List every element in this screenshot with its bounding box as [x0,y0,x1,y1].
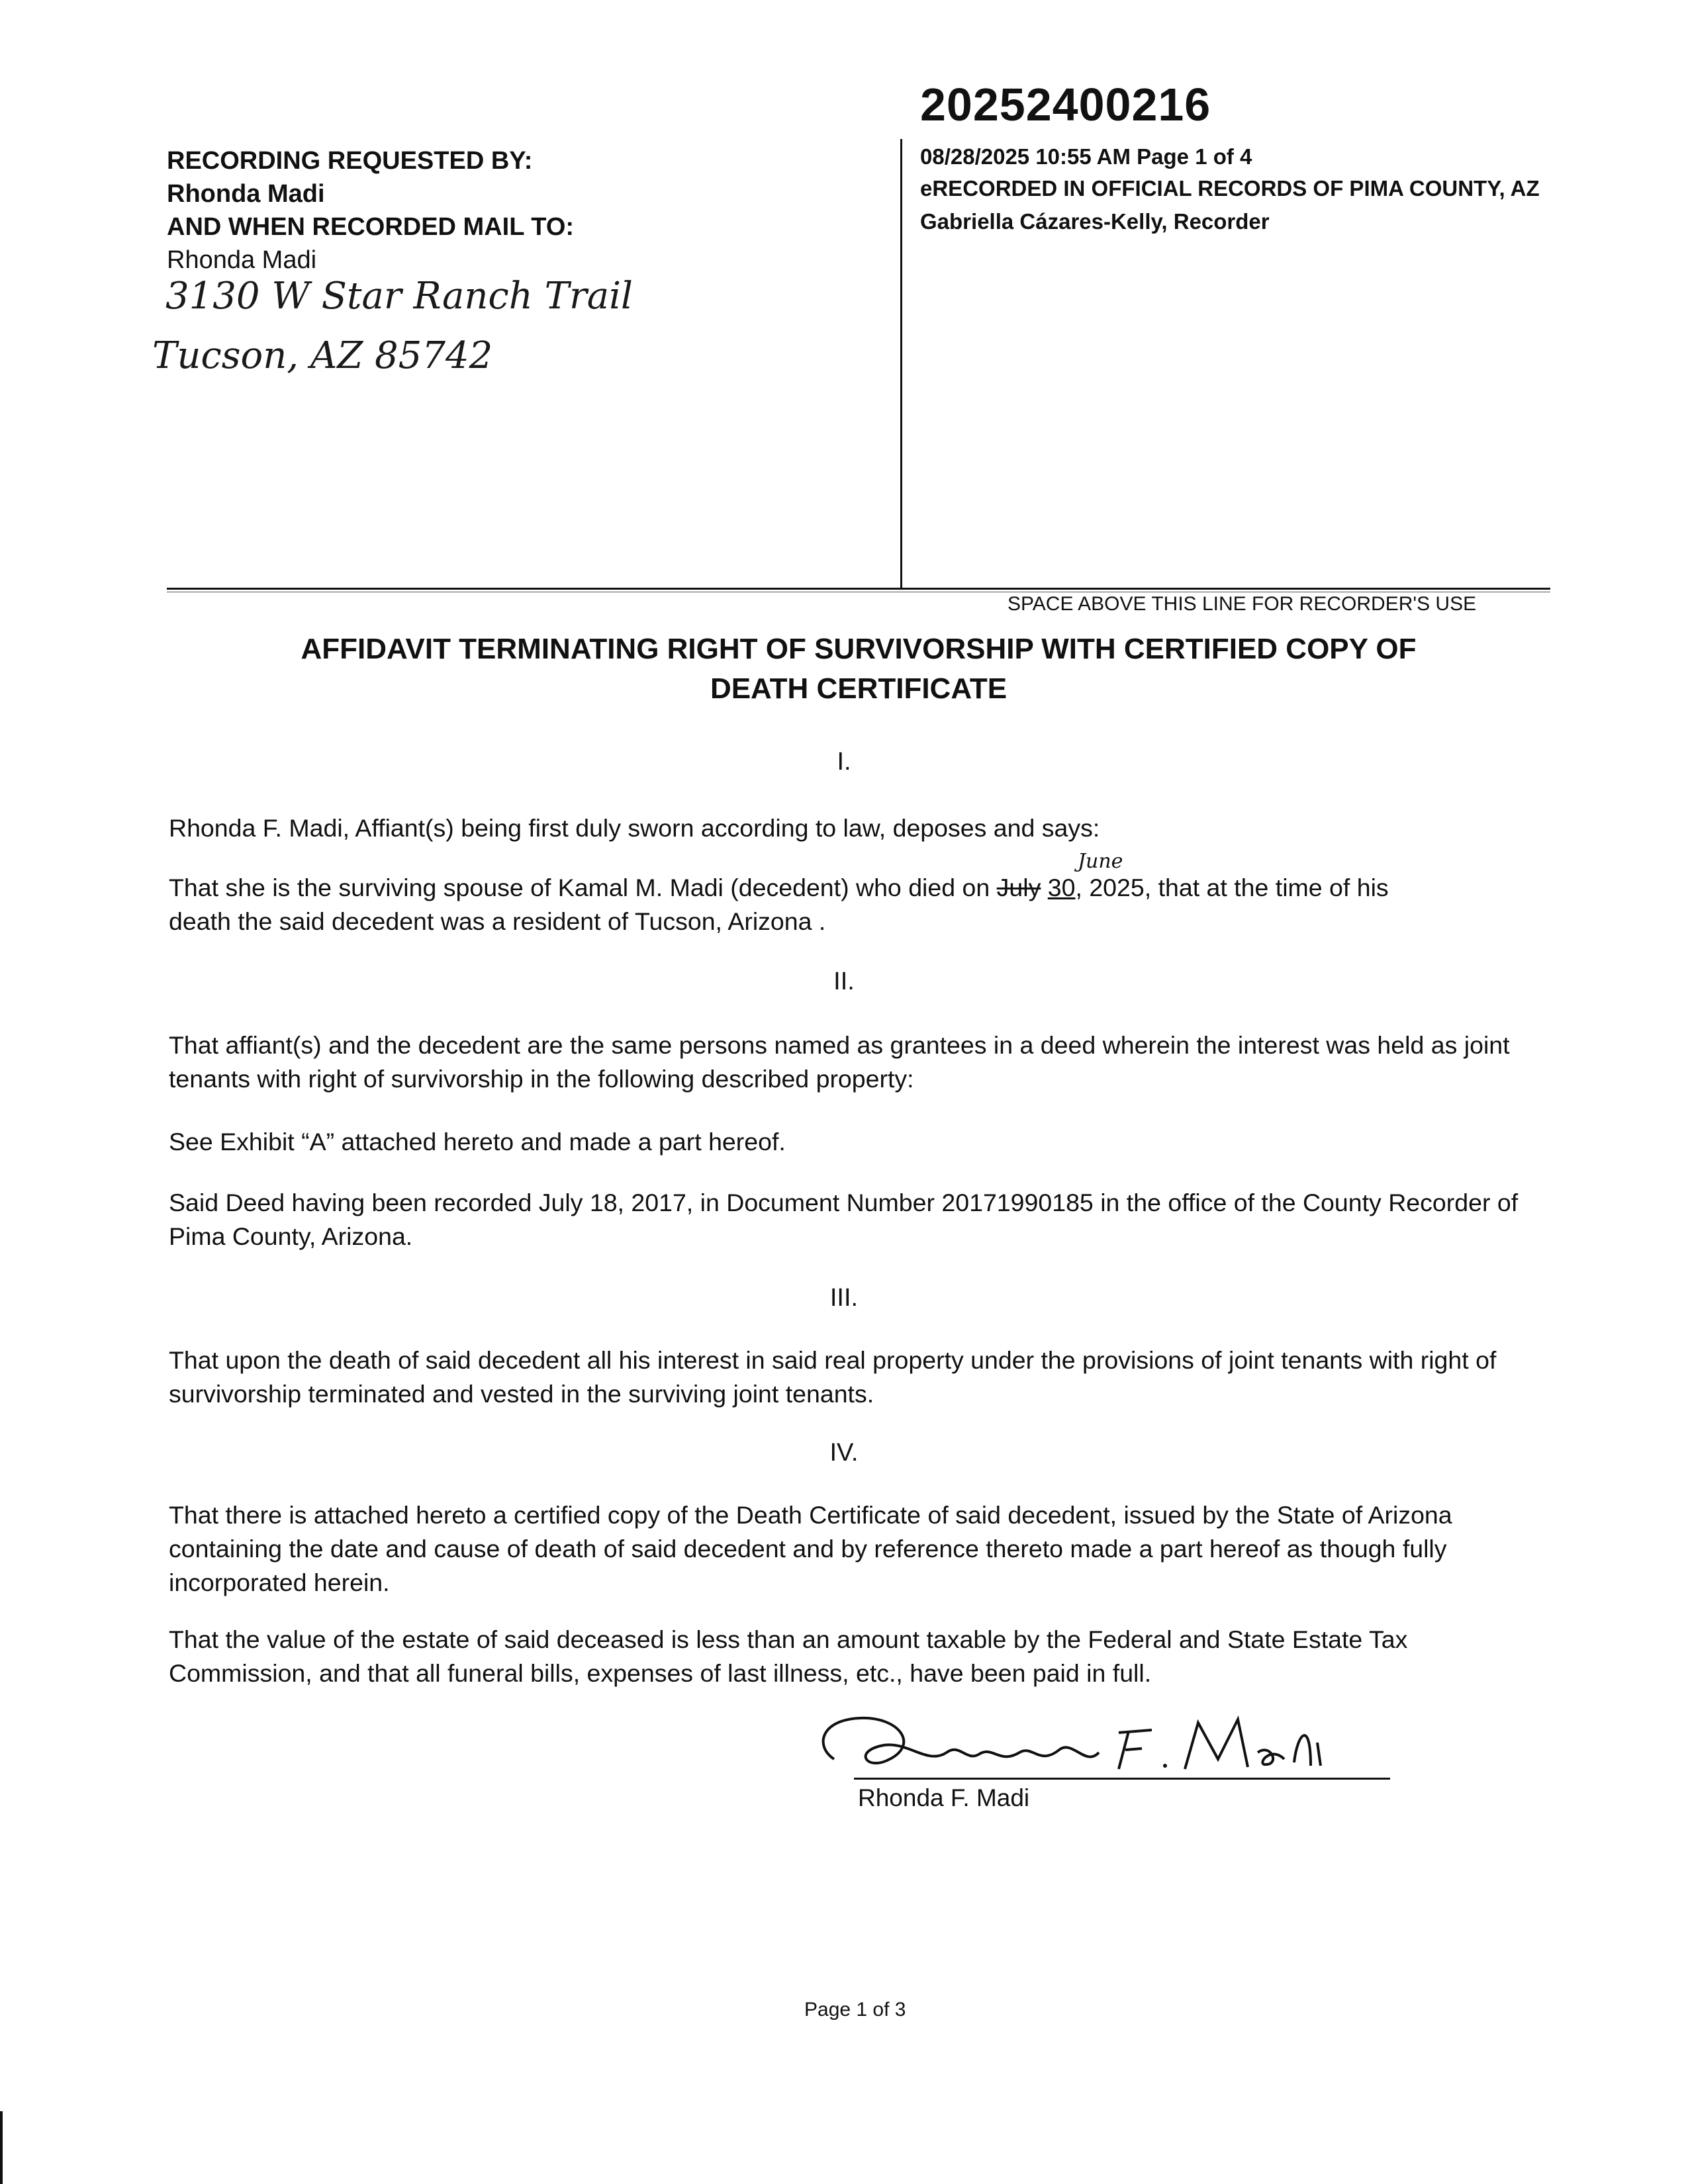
spouse-text-start: That she is the surviving spouse of Kamal M. Madi (decedent) who died on [169,874,997,901]
paragraph-affiant-statement: Rhonda F. Madi, Affiant(s) being first duly sworn according to law, deposes and says: [169,814,1100,842]
requested-by-name: Rhonda Madi [167,180,325,208]
paragraph-grantees: That affiant(s) and the decedent are the same persons named as grantees in a deed wherein the interest was held as joint tenants with right of survivorship in the following described property: [169,1031,1510,1093]
paragraph-termination: That upon the death of said decedent all his interest in said real property under the provisions of joint tenants with right of survivorship terminated and vested in the surviving joint tenants. [169,1346,1497,1408]
handwritten-address-line1: 3130 W Star Ranch Trail [165,275,633,318]
paragraph-exhibit-reference: See Exhibit “A” attached hereto and made a part hereof. [169,1128,786,1156]
mail-to-name: Rhonda Madi [167,246,317,274]
scan-margin-mark [0,2111,3,2184]
mail-to-label: AND WHEN RECORDED MAIL TO: [167,213,575,241]
section-heading-2: II. [833,968,855,995]
document-number: 20252400216 [920,79,1211,130]
paragraph-surviving-spouse [169,871,1552,905]
recorder-space-line [167,588,1550,590]
paragraph-deed-recording: Said Deed having been recorded July 18, 2017, in Document Number 20171990185 in the office of the County Recorder of Pima County, Arizona. [169,1189,1519,1250]
requested-by-label: RECORDING REQUESTED BY: [167,147,533,175]
document-title-line2: DEATH CERTIFICATE [710,672,1008,705]
signer-printed-name: Rhonda F. Madi [858,1784,1030,1811]
paragraph-residence: death the said decedent was a resident of Tucson, Arizona . [169,907,826,935]
section-heading-1: I. [837,748,851,776]
paragraph-estate-value: That the value of the estate of said deceased is less than an amount taxable by the Federal and State Estate Tax Commission, and that all funeral bills, expenses of last illness, etc., have been paid in full. [169,1625,1408,1687]
erecorded-line: eRECORDED IN OFFICIAL RECORDS OF PIMA COUNTY, AZ [920,176,1540,201]
recorded-datetime: 08/28/2025 10:55 AM Page 1 of 4 [920,144,1252,169]
paragraph-death-certificate: That there is attached hereto a certified copy of the Death Certificate of said decedent, issued by the State of Arizona containing the date and cause of death of said decedent and by reference thereto made a part hereof as though fully incorporated herein. [169,1501,1452,1596]
section-heading-4: IV. [829,1439,859,1467]
handwritten-inserted-month: June [1078,850,1123,873]
spouse-text-end: , 2025, that at the time of his [1075,874,1389,901]
recorder-name: Gabriella Cázares-Kelly, Recorder [920,209,1270,234]
document-title-line1: AFFIDAVIT TERMINATING RIGHT OF SURVIVORSHIP WITH CERTIFIED COPY OF [301,633,1417,665]
recorder-use-note: SPACE ABOVE THIS LINE FOR RECORDER'S USE [1008,593,1477,615]
signature-image [808,1706,1337,1779]
signature-scribble [808,1706,1337,1779]
signature-line [854,1778,1390,1780]
section-heading-3: III. [829,1284,859,1312]
death-day: 30 [1047,874,1076,901]
page-number: Page 1 of 3 [804,1999,906,2021]
handwritten-address-line2: Tucson, AZ 85742 [152,334,493,377]
struck-month: July [996,874,1041,901]
header-divider-vertical [900,139,902,589]
